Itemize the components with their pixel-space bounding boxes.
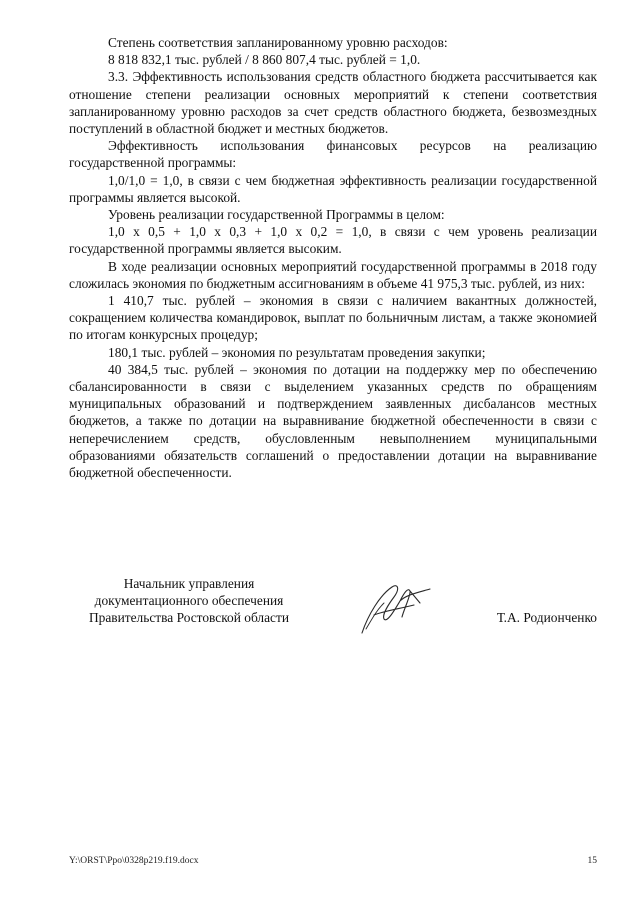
paragraph: 40 384,5 тыс. рублей – экономия по дотации на поддержку мер по обеспечению сбалансированности в связи с выделением указанных средств по обращениям муниципальных образований и подтверждением заявленных дисбалансов местных бюджетов, а также по дотации на выравнивание бюджетной обеспеченности в связи с неперечислением средств, обусловленным невыполнением муниципальными образованиями обязательств соглашений о предоставлении дотации на выравнивание бюджетной обеспеченности. bbox=[69, 361, 597, 481]
page-number: 15 bbox=[587, 856, 597, 866]
paragraph: 1 410,7 тыс. рублей – экономия в связи с наличием вакантных должностей, сокращением количества командировок, выплат по больничным листам, а также экономией по итогам конкурсных процедур; bbox=[69, 293, 597, 343]
paragraph: 1,0 х 0,5 + 1,0 х 0,3 + 1,0 х 0,2 = 1,0, в связи с чем уровень реализации государственной программы является высоким. bbox=[69, 224, 597, 257]
signer-name: Т.А. Родионченко bbox=[496, 610, 597, 625]
signer-title bbox=[69, 575, 309, 627]
handwritten-signature bbox=[354, 575, 434, 645]
paragraph: 8 818 832,1 тыс. рублей / 8 860 807,4 тыс. рублей = 1,0. bbox=[108, 52, 421, 68]
paragraph: В ходе реализации основных мероприятий государственной программы в 2018 году сложилась экономия по бюджетным ассигнованиям в объеме 41 975,3 тыс. рублей, из них: bbox=[69, 258, 597, 291]
paragraph: Эффективность использования финансовых ресурсов на реализацию государственной программы: bbox=[69, 138, 597, 171]
paragraph: Степень соответствия запланированному уровню расходов: bbox=[108, 35, 448, 50]
paragraph: 180,1 тыс. рублей – экономия по результатам проведения закупки; bbox=[108, 344, 486, 360]
file-path: Y:\ORST\Ppo\0328p219.f19.docx bbox=[69, 856, 199, 866]
signer-title-line: Начальник управления bbox=[123, 576, 255, 591]
document-body bbox=[69, 34, 597, 481]
paragraph: Уровень реализации государственной Программы в целом: bbox=[108, 207, 445, 223]
signer-title-line: документационного обеспечения bbox=[94, 593, 284, 609]
paragraph: 1,0/1,0 = 1,0, в связи с чем бюджетная эффективность реализации государственной программы является высокой. bbox=[69, 172, 597, 205]
signature-block bbox=[69, 575, 597, 645]
paragraph: 3.3. Эффективность использования средств областного бюджета рассчитывается как отношение степени реализации основных мероприятий к степени соответствия запланированному уровню расходов за счет средств областного бюджета, безвозмездных поступлений в областной бюджет и местных бюджетов. bbox=[69, 69, 597, 137]
signer-title-line: Правительства Ростовской области bbox=[88, 610, 290, 626]
